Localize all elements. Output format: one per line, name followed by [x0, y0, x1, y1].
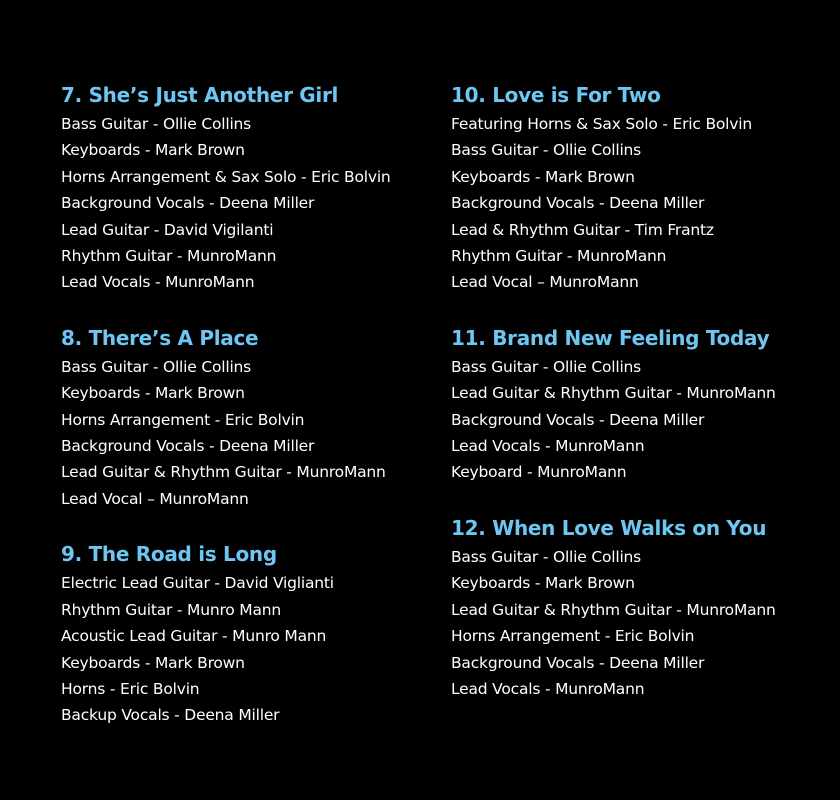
track-title: 11. Brand New Feeling Today: [451, 325, 770, 350]
credit-line: Lead Vocals - MunroMann: [451, 437, 645, 456]
credit-line: Keyboards - Mark Brown: [61, 141, 245, 160]
track-7: [61, 81, 436, 296]
credit-line: Horns Arrangement - Eric Bolvin: [61, 410, 305, 429]
credit-line: Bass Guitar - Ollie Collins: [61, 357, 252, 376]
credit-line: Lead Vocals - MunroMann: [451, 679, 645, 698]
credit-line: Background Vocals - Deena Miller: [451, 194, 705, 213]
credit-line: Acoustic Lead Guitar - Munro Mann: [61, 627, 327, 646]
credit-line: Background Vocals - Deena Miller: [61, 437, 315, 456]
credit-line: Lead Guitar - David Vigilanti: [61, 220, 274, 239]
credit-line: Electric Lead Guitar - David Viglianti: [61, 574, 334, 593]
credit-line: Rhythm Guitar - MunroMann: [451, 247, 667, 266]
track-8: [61, 324, 436, 512]
credit-line: Keyboards - Mark Brown: [451, 574, 635, 593]
credit-line: Horns Arrangement & Sax Solo - Eric Bolvin: [61, 167, 391, 186]
track-title: 9. The Road is Long: [61, 542, 277, 567]
track-title: 7. She’s Just Another Girl: [61, 83, 339, 107]
credit-line: Lead Vocal – MunroMann: [61, 489, 249, 508]
track-title: 10. Love is For Two: [451, 83, 661, 107]
track-9: [61, 540, 436, 728]
credit-line: Lead Guitar & Rhythm Guitar - MunroMann: [451, 600, 776, 619]
track-title: 12. When Love Walks on You: [451, 515, 767, 540]
credit-line: Lead Guitar & Rhythm Guitar - MunroMann: [451, 384, 776, 403]
credit-line: Keyboards - Mark Brown: [61, 653, 245, 672]
credit-line: Bass Guitar - Ollie Collins: [451, 547, 642, 566]
credit-line: Background Vocals - Deena Miller: [451, 653, 705, 672]
credit-line: Bass Guitar - Ollie Collins: [451, 141, 642, 160]
credit-line: Lead & Rhythm Guitar - Tim Frantz: [451, 220, 714, 239]
credit-line: Keyboards - Mark Brown: [61, 384, 245, 403]
credit-line: Lead Vocals - MunroMann: [61, 273, 255, 292]
credit-line: Backup Vocals - Deena Miller: [61, 706, 280, 725]
left-column: [61, 81, 436, 729]
credit-line: Keyboard - MunroMann: [451, 463, 627, 482]
track-12: [451, 514, 831, 702]
credit-line: Keyboards - Mark Brown: [451, 167, 635, 186]
credit-line: Background Vocals - Deena Miller: [61, 194, 315, 213]
track-title: 8. There’s A Place: [61, 325, 259, 350]
track-10: [451, 81, 831, 296]
track-11: [451, 324, 831, 486]
credit-line: Featuring Horns & Sax Solo - Eric Bolvin: [451, 115, 752, 133]
credit-line: Lead Vocal – MunroMann: [451, 273, 639, 292]
credit-line: Rhythm Guitar - MunroMann: [61, 247, 277, 266]
credit-line: Bass Guitar - Ollie Collins: [61, 115, 252, 133]
right-column: [451, 81, 831, 702]
credit-line: Horns - Eric Bolvin: [61, 679, 200, 698]
credit-line: Bass Guitar - Ollie Collins: [451, 357, 642, 376]
credit-line: Horns Arrangement - Eric Bolvin: [451, 627, 695, 646]
credit-line: Lead Guitar & Rhythm Guitar - MunroMann: [61, 463, 386, 482]
credit-line: Rhythm Guitar - Munro Mann: [61, 600, 282, 619]
credit-line: Background Vocals - Deena Miller: [451, 410, 705, 429]
